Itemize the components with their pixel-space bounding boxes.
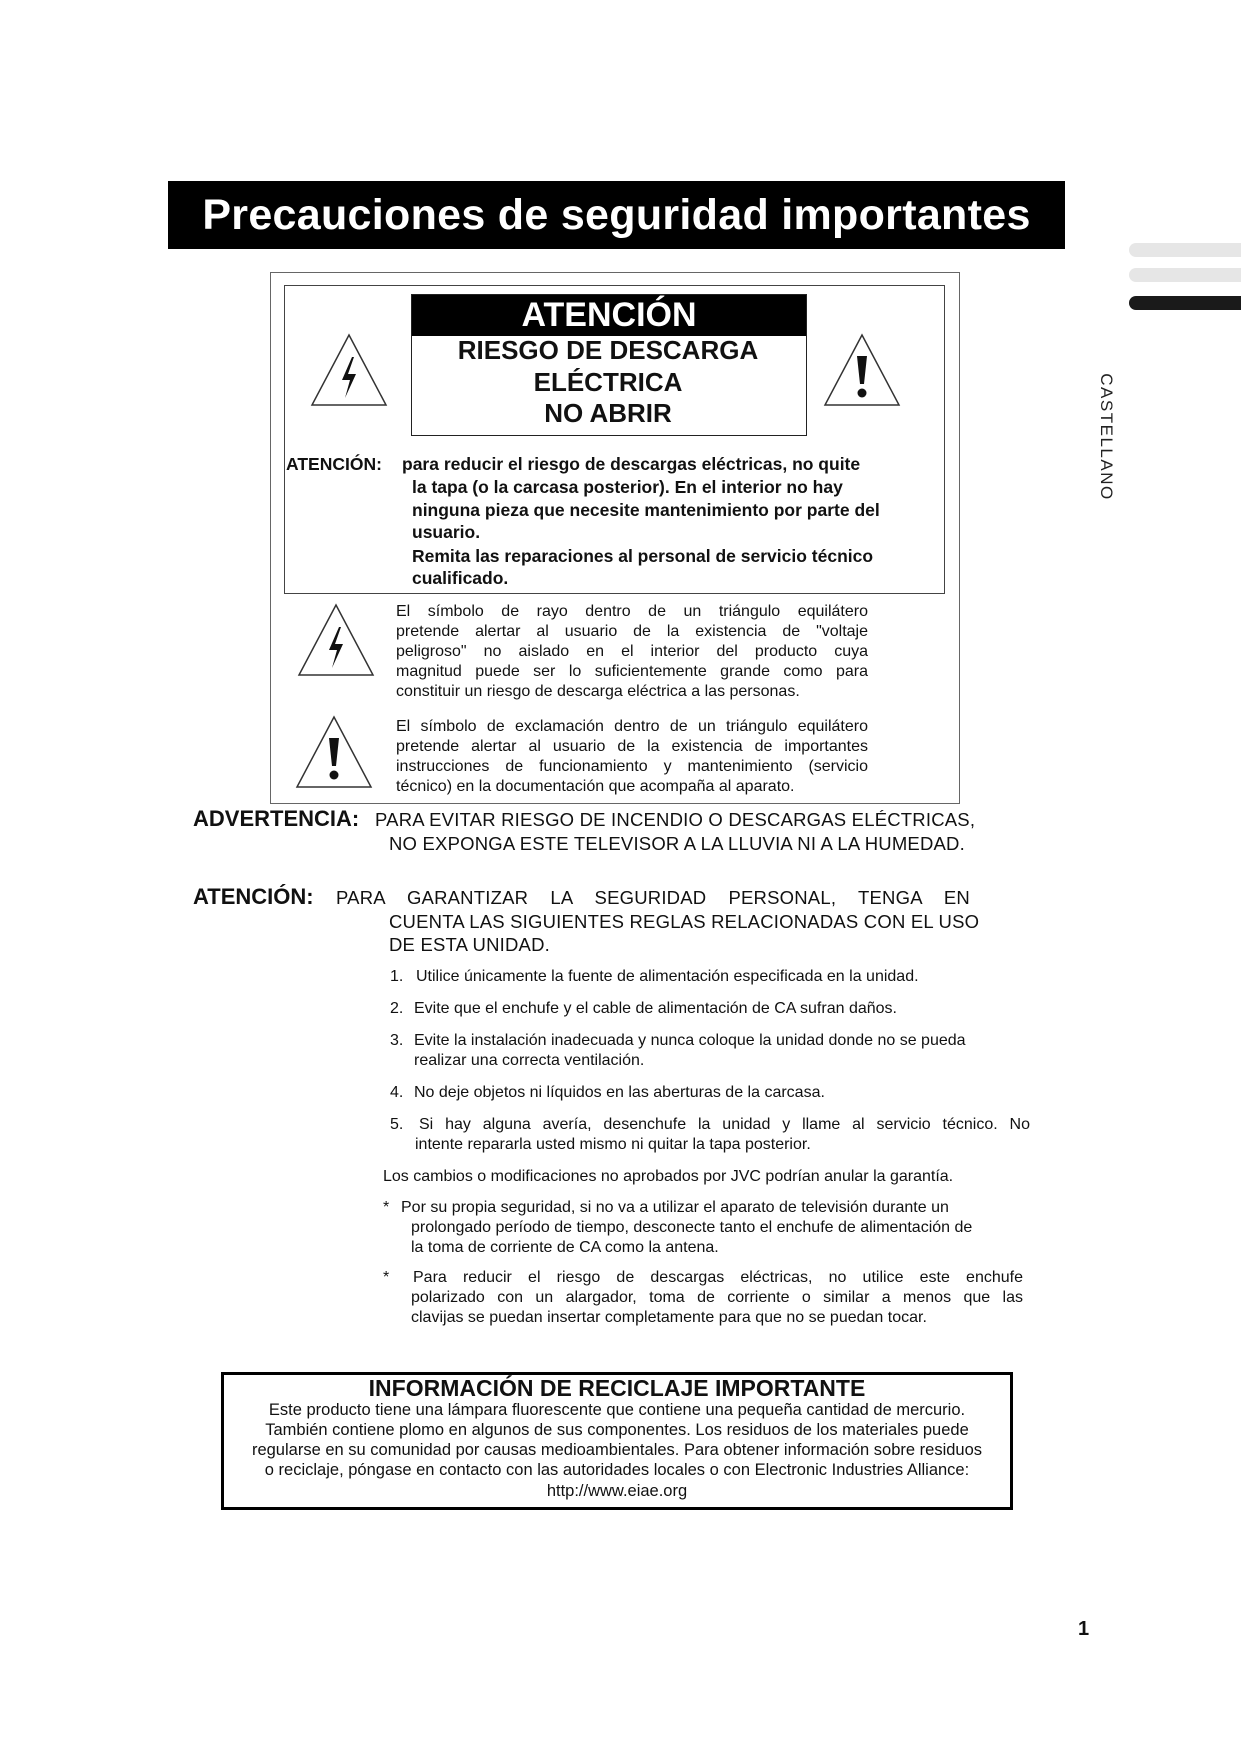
recycling-line: o reciclaje, póngase en contacto con las autoridades locales o con Electronic Industries Alliance: — [264, 1461, 970, 1479]
recycling-link[interactable]: http://www.eiae.org — [546, 1482, 688, 1500]
recycling-line: regularse en su comunidad por causas medioambientales. Para obtener información sobre residuos — [251, 1441, 983, 1459]
rule-item: 2. Evite que el enchufe y el cable de alimentación de CA sufran daños. — [390, 1000, 897, 1017]
caution-line: PARA GARANTIZAR LA SEGURIDAD PERSONAL, TENGA EN — [336, 887, 970, 908]
lightning-symbol-description: El símbolo de rayo dentro de un triángulo equilátero pretende alertar al usuario de la existencia de "voltaje peligroso" no aislado en el interior del producto cuya magnitud puede ser lo suficientemente grande como para constituir un riesgo de descarga eléctrica a las personas. — [396, 603, 868, 700]
rule-item: 5. Si hay alguna avería, desenchufe la unidad y llame al servicio técnico. No intente repararla usted mismo ni quitar la tapa posterior. — [390, 1116, 1030, 1153]
notice-label: ATENCIÓN: — [286, 454, 382, 474]
caution-header-title: ATENCIÓN — [412, 295, 806, 336]
rule-item: 3. Evite la instalación inadecuada y nunca coloque la unidad donde no se pueda realizar una correcta ventilación. — [390, 1032, 966, 1069]
warning-line: PARA EVITAR RIESGO DE INCENDIO O DESCARGAS ELÉCTRICAS, — [375, 809, 976, 830]
warning-label: ADVERTENCIA: — [193, 806, 360, 831]
rule-item: 1. Utilice únicamente la fuente de alimentación especificada en la unidad. — [390, 968, 919, 985]
exclamation-symbol-icon — [294, 714, 374, 790]
language-label: CASTELLANO — [1097, 373, 1116, 501]
exclamation-warning-icon — [822, 332, 902, 408]
caution-header-line: RIESGO DE DESCARGA — [457, 335, 759, 365]
recycling-line: También contiene plomo en algunos de sus componentes. Los residuos de los materiales puede — [265, 1421, 969, 1439]
jvc-warranty-note: Los cambios o modificaciones no aprobados por JVC podrían anular la garantía. — [383, 1168, 954, 1185]
notice-line: ninguna pieza que necesite mantenimiento por parte del — [412, 500, 880, 520]
caution-header-line: ELÉCTRICA — [533, 367, 683, 397]
warning-line: NO EXPONGA ESTE TELEVISOR A LA LLUVIA NI A LA HUMEDAD. — [389, 833, 965, 854]
notice-line: usuario. — [412, 522, 481, 542]
notice-line: Remita las reparaciones al personal de servicio técnico — [412, 546, 874, 566]
caution-line: DE ESTA UNIDAD. — [389, 934, 550, 955]
exclamation-symbol-description: El símbolo de exclamación dentro de un triángulo equilátero pretende alertar al usuario de la existencia de importantes instrucciones de funcionamiento y mantenimiento (servicio técnico) en la documentación que acompaña al aparato. — [396, 718, 868, 795]
rule-item: 4. No deje objetos ni líquidos en las aberturas de la carcasa. — [390, 1084, 825, 1101]
side-tab-2 — [1129, 268, 1241, 282]
recycling-line: Este producto tiene una lámpara fluorescente que contiene una pequeña cantidad de mercurio. — [268, 1401, 966, 1419]
caution-line: CUENTA LAS SIGUIENTES REGLAS RELACIONADAS CON EL USO — [389, 911, 980, 932]
page-number: 1 — [1078, 1618, 1090, 1640]
page-title: Precauciones de seguridad importantes — [168, 181, 1065, 249]
footnote-item: * Para reducir el riesgo de descargas eléctricas, no utilice este enchufe polarizado con un alargador, toma de corriente o similar a menos que las clavijas se puedan insertar completamente para que no se puedan tocar. — [383, 1269, 1023, 1326]
side-tab-active — [1129, 296, 1241, 310]
side-tab-1 — [1129, 243, 1241, 257]
caution-label: ATENCIÓN: — [193, 884, 314, 909]
notice-line: la tapa (o la carcasa posterior). En el interior no hay — [412, 477, 843, 497]
recycling-title: INFORMACIÓN DE RECICLAJE IMPORTANTE — [368, 1375, 866, 1401]
notice-line: para reducir el riesgo de descargas eléctricas, no quite — [402, 454, 861, 474]
lightning-symbol-icon — [296, 602, 376, 678]
notice-line: cualificado. — [412, 568, 509, 588]
lightning-warning-icon — [309, 332, 389, 408]
footnote-item: * Por su propia seguridad, si no va a utilizar el aparato de televisión durante un prolongado período de tiempo, desconecte tanto el enchufe de alimentación de la toma de corriente de CA como la antena. — [383, 1199, 973, 1256]
caution-header-line: NO ABRIR — [544, 398, 672, 428]
